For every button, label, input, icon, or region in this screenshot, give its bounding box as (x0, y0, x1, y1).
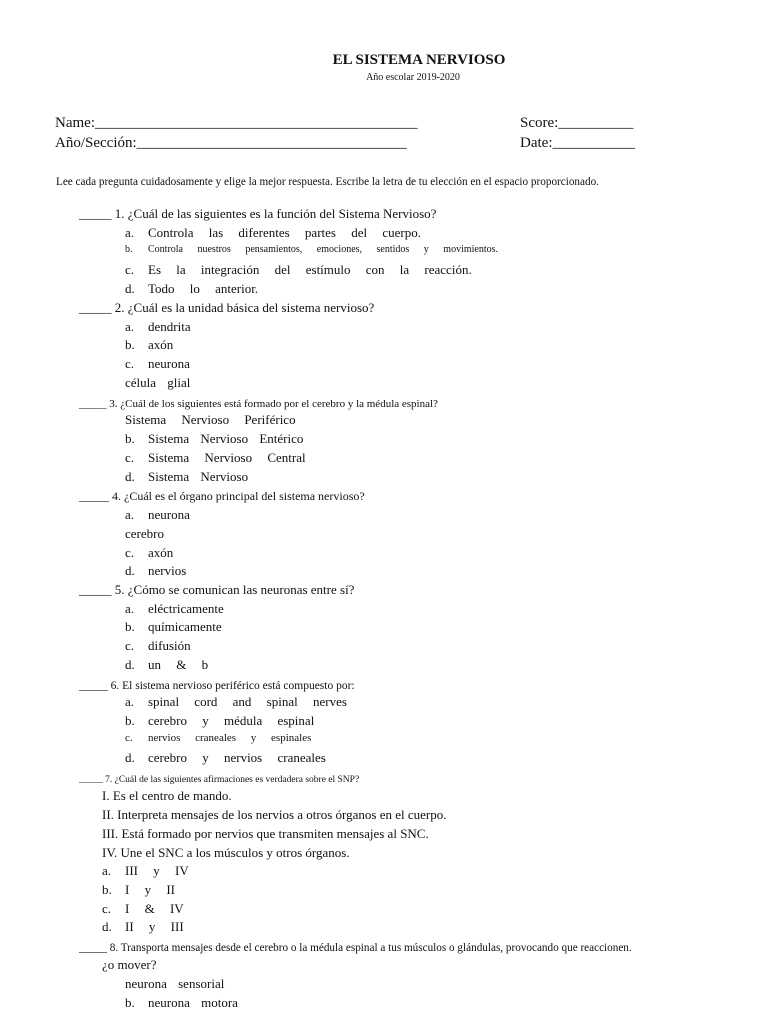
option-1d: d. Todo lo anterior. (125, 281, 259, 296)
option-2a: a. dendrita (125, 319, 191, 334)
question-7: _____ 7. ¿Cuál de las siguientes afirmaciones es verdadera sobre el SNP? (79, 775, 360, 785)
instructions: Lee cada pregunta cuidadosamente y elige la mejor respuesta. Escribe la letra de tu elección en el espacio proporcionado. (56, 176, 599, 188)
score-field[interactable]: Score:__________ (520, 115, 634, 131)
option-4d: d. nervios (125, 563, 187, 578)
option-6d: d. cerebro y nervios craneales (125, 750, 326, 765)
option-8a: neurona sensorial (125, 976, 225, 991)
option-5d: d. un & b (125, 657, 209, 672)
statement-3: III. Está formado por nervios que transmiten mensajes al SNC. (102, 826, 429, 841)
question-5: _____ 5. ¿Cómo se comunican las neuronas entre sí? (79, 582, 355, 597)
option-7a: a. III y IV (102, 863, 189, 878)
option-6b: b. cerebro y médula espinal (125, 713, 315, 728)
option-4c: c. axón (125, 545, 174, 560)
question-4: _____ 4. ¿Cuál es el órgano principal del sistema nervioso? (79, 489, 365, 503)
option-1a: a. Controla las diferentes partes del cuerpo. (125, 225, 421, 240)
option-6a: a. spinal cord and spinal nerves (125, 694, 347, 709)
question-1: _____ 1. ¿Cuál de las siguientes es la función del Sistema Nervioso? (79, 206, 437, 221)
option-1c: c. Es la integración del estímulo con la reacción. (125, 262, 472, 277)
option-2b: b. axón (125, 337, 174, 352)
option-7b: b. I y II (102, 882, 175, 897)
question-3: _____ 3. ¿Cuál de los siguientes está formado por el cerebro y la médula espinal? (79, 398, 438, 410)
option-4b: cerebro (125, 526, 164, 541)
name-field[interactable]: Name:___________________________________________ (55, 115, 418, 131)
option-3b: b. Sistema Nervioso Entérico (125, 431, 304, 446)
option-3c: c. Sistema Nervioso Central (125, 450, 306, 465)
option-5c: c. difusión (125, 638, 191, 653)
question-6: _____ 6. El sistema nervioso periférico está compuesto por: (79, 680, 355, 692)
seccion-field[interactable]: Año/Sección:____________________________________ (55, 135, 407, 151)
option-7c: c. I & IV (102, 901, 184, 916)
page-title: EL SISTEMA NERVIOSO (332, 52, 506, 68)
statement-1: I. Es el centro de mando. (102, 788, 232, 803)
school-year: Año escolar 2019-2020 (366, 72, 460, 83)
option-4a: a. neurona (125, 507, 190, 522)
statement-4: IV. Une el SNC a los músculos y otros órganos. (102, 845, 350, 860)
date-field[interactable]: Date:___________ (520, 135, 635, 151)
option-3a: Sistema Nervioso Periférico (125, 412, 296, 427)
question-2: _____ 2. ¿Cuál es la unidad básica del sistema nervioso? (79, 300, 375, 315)
option-8b: b. neurona motora (125, 995, 238, 1010)
question-8-continued: ¿o mover? (102, 957, 157, 972)
option-5a: a. eléctricamente (125, 601, 224, 616)
option-3d: d. Sistema Nervioso (125, 469, 249, 484)
option-5b: b. químicamente (125, 619, 222, 634)
option-2d: célula glial (125, 375, 191, 390)
option-2c: c. neurona (125, 356, 190, 371)
question-8: _____ 8. Transporta mensajes desde el cerebro o la médula espinal a tus músculos o glándulas, provocando que reaccionen. (79, 942, 632, 954)
option-6c: c. nervios craneales y espinales (125, 732, 312, 744)
option-1b: b. Controla nuestros pensamientos, emociones, sentidos y movimientos. (125, 244, 499, 255)
statement-2: II. Interpreta mensajes de los nervios a otros órganos en el cuerpo. (102, 807, 447, 822)
option-7d: d. II y III (102, 919, 184, 934)
